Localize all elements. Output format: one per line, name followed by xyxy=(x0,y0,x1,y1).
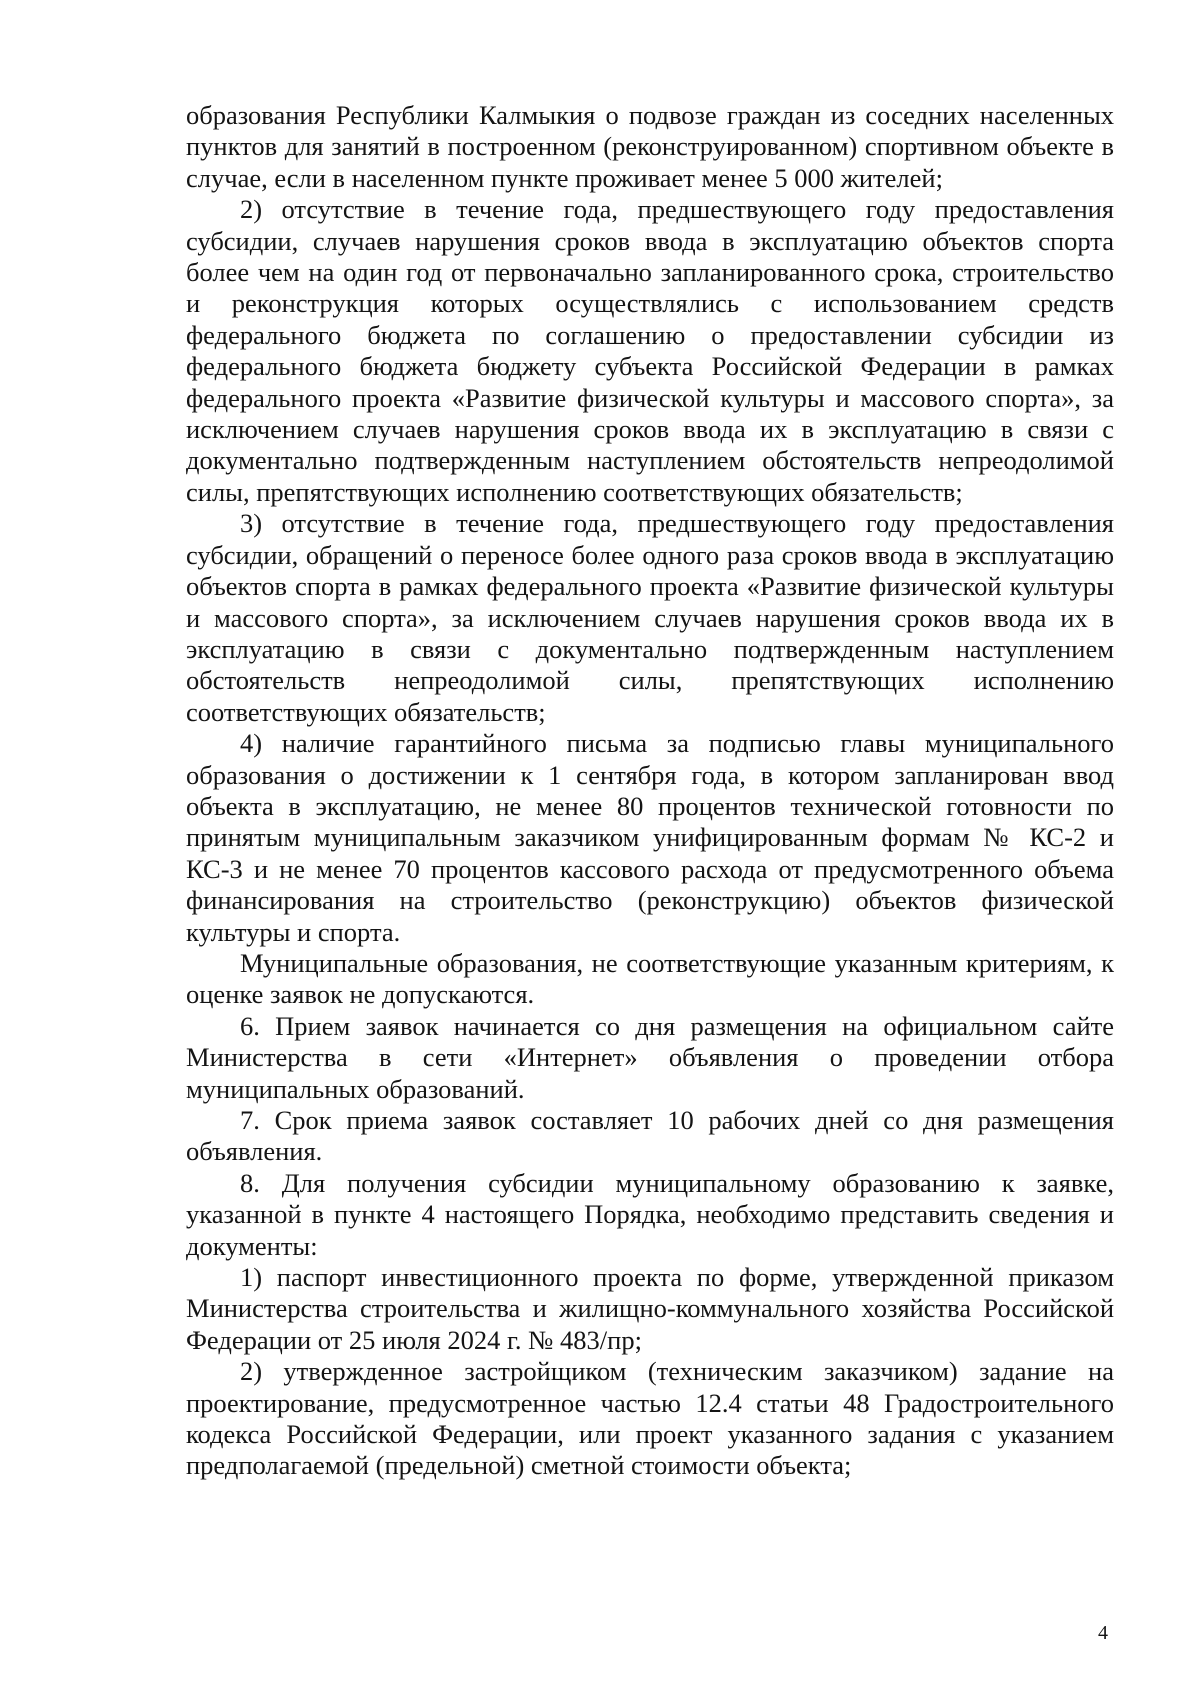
paragraph-subitem-2: 2) утвержденное застройщиком (техническим заказчиком) задание на проектирование, предусмотренное частью 12.4 статьи 48 Градостроительного кодекса Российской Федерации, или проект указанного задания с указанием предполагаемой (предельной) сметной стоимости объекта; xyxy=(186,1356,1114,1481)
paragraph-subitem-1: 1) паспорт инвестиционного проекта по форме, утвержденной приказом Министерства строительства и жилищно-коммунального хозяйства Российской Федерации от 25 июля 2024 г. № 483/пр; xyxy=(186,1262,1114,1355)
paragraph-item-8: 8. Для получения субсидии муниципальному образованию к заявке, указанной в пункте 4 настоящего Порядка, необходимо представить сведения и документы: xyxy=(186,1167,1114,1261)
paragraph-exclusion-note: Муниципальные образования, не соответствующие указанным критериям, к оценке заявок не допускаются. xyxy=(186,947,1114,1010)
document-body xyxy=(186,100,1114,1482)
paragraph-item-7: 7. Срок приема заявок составляет 10 рабочих дней со дня размещения объявления. xyxy=(186,1105,1114,1167)
paragraph-criterion-4: 4) наличие гарантийного письма за подписью главы муниципального образования о достижении к 1 сентября года, в котором запланирован ввод объекта в эксплуатацию, не менее 80 процентов технической готовности по принятым муниципальным заказчиком унифицированным формам № КС-2 и КС-3 и не менее 70 процентов кассового расхода от предусмотренного объема финансирования на строительство (реконструкцию) объектов физической культуры и спорта. xyxy=(186,728,1114,947)
paragraph-criterion-2: 2) отсутствие в течение года, предшествующего году предоставления субсидии, случаев нарушения сроков ввода в эксплуатацию объектов спорта более чем на один год от первоначально запланированного срока, строительство и реконструкция которых осуществлялись с использованием средств федерального бюджета по соглашению о предоставлении субсидии из федерального бюджета бюджету субъекта Российской Федерации в рамках федерального проекта «Развитие физической культуры и массового спорта», за исключением случаев нарушения сроков ввода их в эксплуатацию в связи с документально подтвержденным наступлением обстоятельств непреодолимой силы, препятствующих исполнению соответствующих обязательств; xyxy=(186,194,1114,507)
paragraph-criterion-3: 3) отсутствие в течение года, предшествующего году предоставления субсидии, обращений о переносе более одного раза сроков ввода в эксплуатацию объектов спорта в рамках федерального проекта «Развитие физической культуры и массового спорта», за исключением случаев нарушения сроков ввода их в эксплуатацию в связи с документально подтвержденным наступлением обстоятельств непреодолимой силы, препятствующих исполнению соответствующих обязательств; xyxy=(186,508,1114,727)
page-number: 4 xyxy=(1098,1622,1108,1644)
paragraph-item-6: 6. Прием заявок начинается со дня размещения на официальном сайте Министерства в сети «Интернет» объявления о проведении отбора муниципальных образований. xyxy=(186,1010,1114,1104)
paragraph-continuation: образования Республики Калмыкия о подвозе граждан из соседних населенных пунктов для занятий в построенном (реконструированном) спортивном объекте в случае, если в населенном пункте проживает менее 5 000 жителей; xyxy=(186,100,1114,193)
